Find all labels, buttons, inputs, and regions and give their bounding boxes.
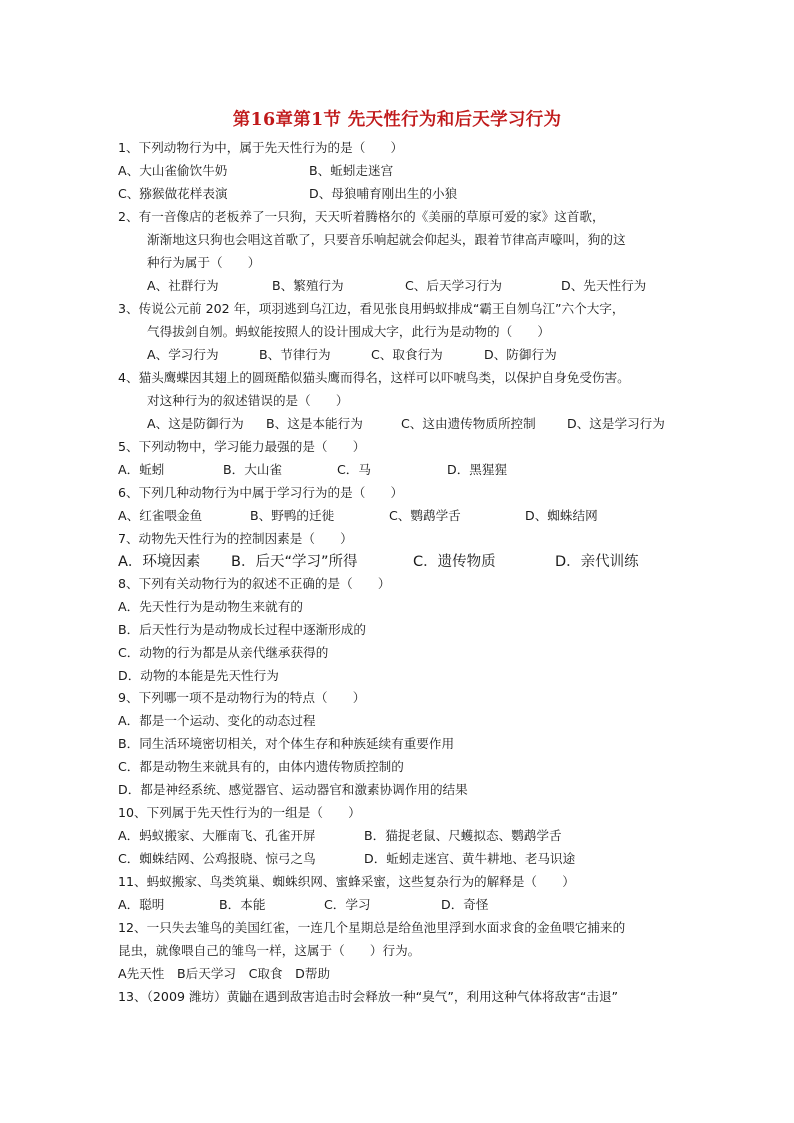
question-4-option-c: C、这由遗传物质所控制 [401,416,536,431]
question-7-option-a: A．环境因素 [118,554,201,570]
question-1-stem: 1、下列动物行为中，属于先天性行为的是（ ） [118,140,404,155]
question-11-option-b: B．本能 [219,897,266,912]
question-1-option-a: A、大山雀偷饮牛奶 [118,163,228,178]
question-12-options: A先天性 B后天学习 C取食 D帮助 [118,966,331,981]
question-2-line-1: 2、有一音像店的老板养了一只狗，天天听着腾格尔的《美丽的草原可爱的家》这首歌， [118,209,605,224]
question-9-option-b: B．同生活环境密切相关，对个体生存和种族延续有重要作用 [118,736,455,751]
question-7-option-d: D．亲代训练 [555,554,639,570]
question-2-option-b: B、繁殖行为 [272,278,344,293]
question-8-option-b: B．后天性行为是动物成长过程中逐渐形成的 [118,622,366,637]
question-2-option-c: C、后天学习行为 [405,278,502,293]
question-7-option-c: C．遗传物质 [413,554,496,570]
question-12-line-1: 12、一只失去雏鸟的美国红雀，一连几个星期总是给鱼池里浮到水面求食的金鱼喂它捕来的 [118,920,626,935]
question-3-option-d: D、防御行为 [484,347,557,362]
question-5-option-a: A．蚯蚓 [118,462,165,477]
question-8-option-a: A．先天性行为是动物生来就有的 [118,599,303,614]
question-3-option-c: C、取食行为 [371,347,443,362]
question-10-stem: 10、下列属于先天性行为的一组是（ ） [118,805,361,820]
question-11-option-d: D．奇怪 [441,897,489,912]
question-10-option-b: B．猫捉老鼠、尺蠖拟态、鹦鹉学舌 [364,828,562,843]
question-4-line-1: 4、猫头鹰蝶因其翅上的圆斑酷似猫头鹰而得名，这样可以吓唬鸟类，以保护自身免受伤害。 [118,370,630,385]
question-10-option-d: D．蚯蚓走迷宫、黄牛耕地、老马识途 [364,851,576,866]
question-1-option-b: B、蚯蚓走迷宫 [309,163,394,178]
question-5-option-d: D．黑猩猩 [447,462,508,477]
question-2-option-a: A、社群行为 [147,278,219,293]
question-1-option-d: D、母狼哺育刚出生的小狼 [309,186,458,201]
question-4-line-2: 对这种行为的叙述错误的是（ ） [147,393,349,408]
question-9-option-c: C．都是动物生来就具有的，由体内遗传物质控制的 [118,759,404,774]
question-3-line-1: 3、传说公元前 202 年，项羽逃到乌江边，看见张良用蚂蚁排成“霸王自刎乌江”六个大字， [118,301,625,316]
question-6-option-d: D、蜘蛛结网 [525,508,598,523]
question-10-option-c: C．蜘蛛结网、公鸡报晓、惊弓之鸟 [118,851,316,866]
question-9-option-a: A．都是一个运动、变化的动态过程 [118,713,316,728]
question-5-option-c: C．马 [337,462,371,477]
question-3-option-a: A、学习行为 [147,347,219,362]
question-4-option-b: B、这是本能行为 [266,416,363,431]
question-3-option-b: B、节律行为 [259,347,331,362]
question-9-option-d: D．都是神经系统、感觉器官、运动器官和激素协调作用的结果 [118,782,468,797]
question-5-stem: 5、下列动物中，学习能力最强的是（ ） [118,439,366,454]
question-7-stem: 7、动物先天性行为的控制因素是（ ） [118,531,353,546]
question-11-option-a: A．聪明 [118,897,165,912]
question-11-stem: 11、蚂蚁搬家、鸟类筑巢、蜘蛛织网、蜜蜂采蜜，这些复杂行为的解释是（ ） [118,874,575,889]
question-6-option-c: C、鹦鹉学舌 [389,508,461,523]
question-2-line-2: 渐渐地这只狗也会唱这首歌了，只要音乐响起就会仰起头，跟着节律高声嚎叫，狗的这 [147,232,626,247]
question-5-option-b: B．大山雀 [223,462,283,477]
question-13-line-1: 13、（2009 潍坊）黄鼬在遇到敌害追击时会释放一种“臭气”，利用这种气体将敌害“击退” [118,989,619,1004]
question-4-option-a: A、这是防御行为 [147,416,244,431]
question-2-option-d: D、先天性行为 [561,278,647,293]
question-6-option-b: B、野鸭的迁徙 [250,508,335,523]
question-6-stem: 6、下列几种动物行为中属于学习行为的是（ ） [118,485,404,500]
question-3-line-2: 气得拔剑自刎。蚂蚁能按照人的设计围成大字，此行为是动物的（ ） [147,324,550,339]
question-9-stem: 9、下列哪一项不是动物行为的特点（ ） [118,690,366,705]
question-8-stem: 8、下列有关动物行为的叙述不正确的是（ ） [118,576,391,591]
question-12-line-2: 昆虫，就像喂自己的雏鸟一样，这属于（ ）行为。 [118,943,421,958]
question-4-option-d: D、这是学习行为 [567,416,665,431]
question-11-option-c: C．学习 [324,897,371,912]
question-8-option-c: C．动物的行为都是从亲代继承获得的 [118,645,329,660]
page-title: 第16章第1节 先天性行为和后天学习行为 [232,110,562,130]
question-2-line-3: 种行为属于（ ） [147,255,261,270]
question-6-option-a: A、红雀喂金鱼 [118,508,203,523]
question-7-option-b: B．后天“学习”所得 [231,554,358,570]
question-8-option-d: D．动物的本能是先天性行为 [118,668,279,683]
question-10-option-a: A．蚂蚁搬家、大雁南飞、孔雀开屏 [118,828,316,843]
question-1-option-c: C、猕猴做花样表演 [118,186,228,201]
